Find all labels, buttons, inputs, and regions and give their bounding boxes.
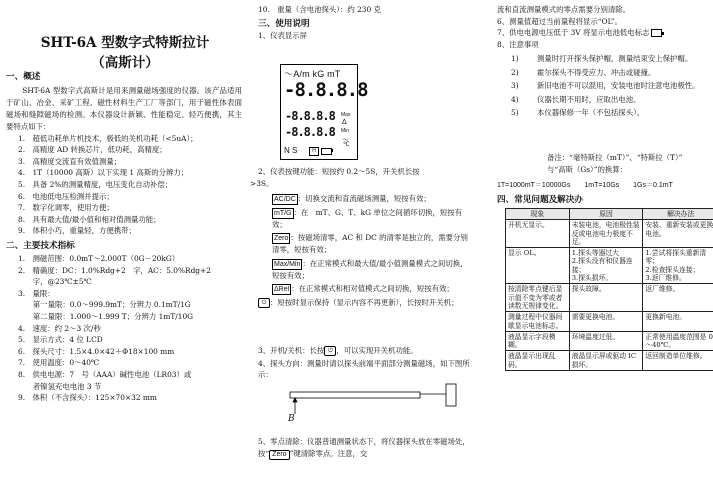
power-icon-inline: ⏻ (324, 346, 336, 356)
section1-heading: 一、概述 (6, 72, 41, 82)
cell-symptom: 液晶显示出现乱码。 (506, 351, 570, 371)
spec-item: 7. 使用温度：0～40℃ (18, 358, 100, 368)
display-subheading: 1、仪表显示屏 (258, 30, 308, 40)
doc-title-line2: （高斯计） (91, 55, 159, 71)
zero-clear-continued: 流和直流测量模式的零点需要分别清除。 (497, 5, 631, 14)
note-item: 4) 仪器长期不用时，应取出电池。 (511, 94, 641, 104)
spec-list (18, 253, 242, 404)
doc-title-line1: SHT-6A 型数字式特斯拉计 (40, 35, 210, 51)
cell-cause: 液晶显示屏或驱动 IC 损坏。 (569, 351, 643, 371)
lcd-hold-icon: H (309, 147, 319, 156)
spec-item: 字，@23℃±5℃ (18, 277, 92, 287)
lcd-delta-symbol: Δ (342, 119, 347, 126)
column-right (491, 0, 713, 504)
note-item: 1) 测量时打开探头保护帽，测量结束安上保护帽。 (511, 54, 693, 63)
feature-item: 1. 超低功耗单片机技术，极低的关机功耗（<5uA）； (18, 133, 198, 143)
lcd-tilde-symbol: ～ (342, 137, 349, 144)
lcd-units: ～A/m kG mT (284, 69, 341, 79)
zero-key-inline: Zero (269, 450, 289, 460)
key-rel-row (272, 283, 472, 295)
col-header-solution: 解决办法 (643, 209, 713, 220)
overrange-note: 6、测量值超过当前量程将显示“OL”。 (497, 16, 622, 26)
spec-item: 2. 精确度：DC：1.0%Rdg+2 字，AC：5.0%Rdg+2 (18, 265, 211, 275)
feature-item: 2. 高精度 AD 转换芯片，低功耗，高精度； (18, 145, 167, 155)
cell-symptom: 显示 OL。 (506, 248, 570, 284)
probe-direction-figure (250, 380, 478, 430)
cell-cause: 探头故障。 (569, 284, 643, 312)
section3-heading: 三、使用说明 (258, 18, 310, 29)
cell-cause: 需要更换电池。 (569, 312, 643, 332)
key-hold-row (258, 297, 472, 308)
feature-item: 8. 具有最大值/最小值和相对值测量功能； (18, 214, 161, 224)
key-unit: mT/G (274, 210, 292, 217)
column-middle (250, 0, 478, 504)
field-direction-arrow (293, 398, 297, 414)
key-maxmin: Max/Min (274, 260, 301, 268)
key-hold-desc: ：短按时显示保持（显示内容不再更新），长按时开关机； (270, 297, 459, 307)
spec-item: 者镍氢充电电池 3 节 (18, 381, 102, 391)
key-zero-desc: ：按磁场清零，AC 和 DC 的清零是独立的，需要分别清零，短按有效； (272, 233, 468, 255)
troubleshooting-table (505, 208, 713, 371)
table-row (506, 220, 713, 248)
cell-cause: 未装电池，电池极性装反或电池电力极度不足。 (569, 220, 643, 248)
table-header-row (506, 209, 713, 220)
lcd-max-digits: -8.8.8.8 (285, 109, 335, 123)
cell-solution: 1.尝试将探头重新清零； 2.检查探头连接； 3.返厂维修。 (643, 248, 713, 284)
spec-item: 第一量限：0.0～999.9mT；分辨力 0.1mT/1G (18, 300, 191, 310)
column-left (0, 0, 246, 504)
unit-conversion-formula: 1T=1000mT＝10000Gs 1mT=10Gs 1Gs＝0.1mT (497, 182, 673, 189)
cell-cause: 1.探头等器过大 2.探头没有和仪器连接； 3.探头损坏。 (569, 248, 643, 284)
spec-item: 4. 速度：约 2～3 次/秒 (18, 323, 101, 333)
feature-item: 3. 高精度交流直有效值测量； (18, 156, 122, 166)
key-maxmin-row (272, 258, 472, 281)
feature-item: 6. 电池低电压检测并提示； (18, 191, 114, 201)
cell-solution: 更换新电池。 (643, 312, 713, 332)
table-row (506, 351, 713, 371)
keys-subheading-cont: >3S。 (250, 178, 274, 188)
notes-list (511, 53, 705, 119)
key-unit-row (272, 207, 472, 230)
feature-item: 5. 具备 2%的测量精度，电压变化自动补偿； (18, 180, 173, 189)
cell-solution: 安装、重新安装或更换电池。 (643, 220, 713, 248)
spec-item: 1. 测磁范围：0.0mT～2.000T（0G－20kG） (18, 253, 180, 263)
feature-item: 9. 体积小巧，重量轻，方便携带； (18, 226, 136, 236)
spec-item: 第二量限：1.000～1.999 T；分辨力 1mT/10G (18, 311, 194, 321)
spec-item-weight: 10. 重量（含电池探头）：约 230 克 (258, 5, 381, 14)
spec-item: 5. 显示方式：4 位 LCD (18, 335, 103, 345)
lcd-max-label: Max (341, 112, 351, 118)
cell-symptom: 测量过程中仪器间歇显示电池标志。 (506, 312, 570, 332)
section1-intro: SHT-6A 型数字式高斯计是用来测量磁场强度的仪器。该产品适用于矿山、冶金、采矿工程、磁性材料生产工厂等部门，用于磁性体表面磁场和缝隙磁场的检测。本仪器设计新颖、性能稳定、轻巧便携，其主要特点如下： (6, 86, 242, 131)
lcd-degc-symbol: ℃ (343, 142, 350, 148)
key-acdc-desc: ：切换交流和直流磁场测量，短按有效； (297, 194, 431, 203)
spec-item: 6. 探头尺寸：1.5×4.0×42＋Φ18×100 mm (18, 346, 175, 356)
cell-symptom: 按清除零点键后显示值不变为零或者读数无规律变化。 (506, 284, 570, 312)
key-acdc: AC/DC (274, 196, 296, 203)
probe-direction-text: 4、探头方向：测量时请以探头前端平面部分测量磁场，如下图所示： (258, 358, 470, 380)
keys-subheading: 2、仪表按键功能：短按约 0.2～5S，开关机长按 (258, 167, 420, 176)
spec-item: 8. 供电电源：7 号（AAA）碱性电池（LR03）或 (18, 369, 192, 379)
low-battery-note: 7、供电电源电压低于 3V 将显示电池低电标志 (497, 27, 709, 39)
lcd-display-illustration (280, 64, 368, 160)
cell-solution: 返回制造单位维修。 (643, 351, 713, 371)
table-row (506, 312, 713, 332)
feature-item: 7. 数字化调零，使用方便； (18, 203, 114, 213)
zero-clear-text: 5、零点清除：仪器普通测量状态下，将仪器探头放在零磁场处，按“ Zero ”键清除零点。注意，交 (258, 437, 470, 458)
probe-field-label: B (288, 414, 295, 424)
cell-cause: 环境温度过低。 (569, 331, 643, 351)
lcd-min-label: Min (341, 128, 350, 134)
spec-item: 9. 体积（不含探头）：125×70×32 mm (18, 393, 157, 403)
lcd-ns-indicator: N S (284, 146, 298, 155)
key-unit-desc: ：在 mT、G、T、kG 单位之间循环切换，短按有效； (272, 208, 463, 229)
key-rel: ΔRel (274, 285, 290, 293)
note-item: 3) 新旧电池不可以混用，安装电池时注意电池极性。 (511, 81, 700, 91)
cell-solution: 正常使用温度范围是 0～40℃。 (643, 331, 713, 351)
table-row (506, 331, 713, 351)
table-row (506, 284, 713, 312)
feature-item: 4. 1T（10000 高斯）以下实现 1 高斯的分辨力； (18, 168, 189, 178)
unit-remark-line1: 备注：“毫特斯拉（mT）”、“特斯拉（T）” (547, 153, 683, 162)
feature-list (18, 133, 242, 237)
col-header-symptom: 现象 (506, 209, 570, 220)
lcd-main-digits: -8.8.8.8 (284, 79, 368, 101)
col-header-cause: 原因 (569, 209, 643, 220)
probe-outline (290, 384, 456, 406)
cell-solution: 返厂维修。 (643, 284, 713, 312)
note-item: 2) 霍尔探头不得受应力、冲击或碰撞。 (511, 67, 656, 77)
spec-item: 3. 量限： (18, 288, 55, 298)
key-function-list (261, 193, 472, 308)
unit-remark-line2: 与“高斯（Gs）”的换算： (547, 164, 628, 174)
key-rel-desc: ：在正常模式和相对值模式之间切换，短按有效； (291, 283, 454, 293)
cell-symptom: 开机无显示。 (506, 220, 570, 248)
lcd-min-digits: -8.8.8.8 (285, 125, 335, 139)
notes-heading: 8、注意事项 (497, 39, 539, 49)
power-onoff-text: 3、开机/关机：长按 ⏻ ，可以实现开关机功能。 (258, 346, 418, 355)
key-zero-row (272, 232, 472, 255)
key-maxmin-desc: ：在正常模式和最大值/最小值测量模式之间切换，短按有效； (272, 258, 468, 280)
section4-heading: 四、常见问题及解决办 (497, 194, 583, 205)
key-acdc-row (272, 193, 472, 205)
section2-heading: 二、主要技术指标 (6, 240, 75, 251)
cell-symptom: 液晶显示字段模糊。 (506, 331, 570, 351)
lcd-battery-tip (331, 149, 333, 152)
key-zero: Zero (274, 235, 289, 243)
power-hold-icon: ⏻ (258, 298, 270, 308)
battery-low-icon (651, 29, 662, 37)
note-item: 5) 本仪器保修一年（不包括探头）。 (511, 108, 645, 118)
table-row (506, 248, 713, 284)
